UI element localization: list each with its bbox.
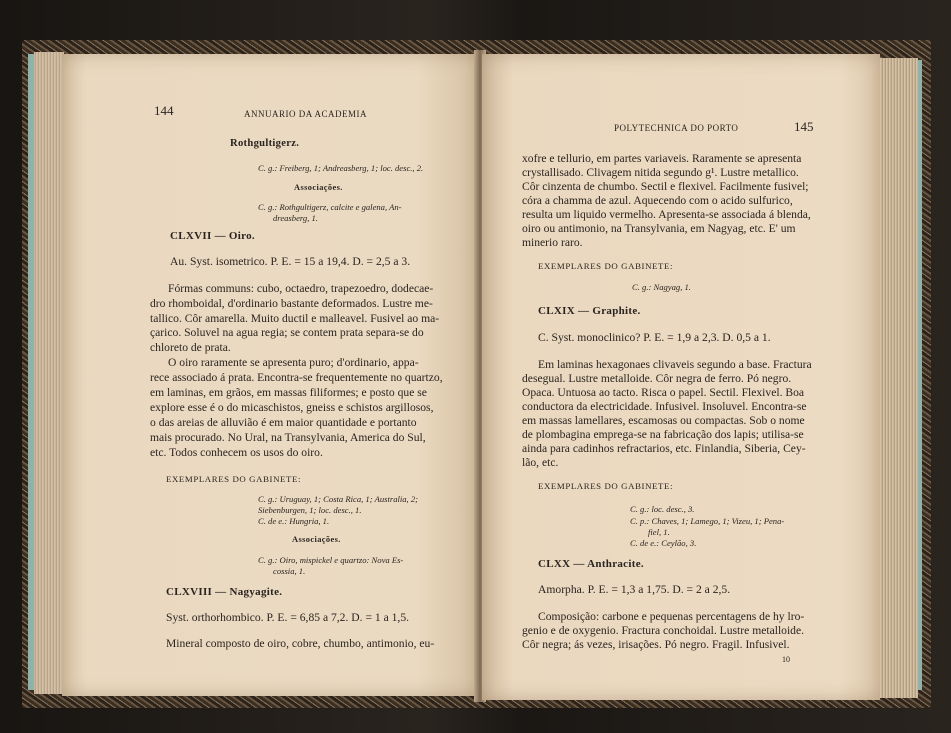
page-number: 144 (154, 103, 174, 118)
text-line: resulta um liquido vermelho. Apresenta-se associada á blenda, (522, 208, 811, 221)
specimen-line: C. g.: loc. desc., 3. (630, 504, 695, 514)
text-line: Amorpha. P. E. = 1,3 a 1,75. D. = 2 a 2,5. (538, 583, 731, 596)
running-head: POLYTECHNICA DO PORTO (614, 123, 739, 133)
text-line: em laminas, em grãos, em massas filiformes; e posto que se (150, 386, 427, 399)
text-line: chloreto de prata. (150, 341, 231, 354)
page-number: 145 (794, 119, 814, 134)
text-line: mais procurado. No Ural, na Transylvania, America do Sul, (150, 431, 426, 444)
text-line: Côr cinzenta de chumbo. Sectil e flexivel. Facilmente fusivel; (522, 180, 809, 193)
text-line: ainda para cadinhos refractarios, etc. Finlandia, Siberia, Cey- (522, 442, 806, 455)
specimens-heading: EXEMPLARES DO GABINETE: (538, 261, 673, 271)
text-line: genio e de oxygenio. Fractura conchoidal. Lustre metalloide. (522, 624, 805, 637)
text-line: crystallisado. Clivagem nitida segundo g¹. Lustre metallico. (522, 166, 799, 179)
text-line: minerio raro. (522, 236, 583, 249)
specimen-line: dreasberg, 1. (273, 213, 318, 223)
right-page-stack (878, 58, 918, 698)
text-line: conductora da electricidade. Infusivel. Insoluvel. Encontra-se (522, 400, 807, 413)
text-line: explore esse é o do micaschistos, gneiss e schistos argillosos, (150, 401, 434, 414)
specimen-line: C. g.: Freiberg, 1; Andreasberg, 1; loc. desc., 2. (258, 163, 424, 173)
specimens-heading: EXEMPLARES DO GABINETE: (538, 481, 673, 491)
text-line: rece associado á prata. Encontra-se frequentemente no quartzo, (150, 371, 443, 384)
subheading: Associações. (294, 183, 343, 192)
text-line: C. Syst. monoclinico? P. E. = 1,9 a 2,3. D. 0,5 a 1. (538, 331, 771, 344)
specimen-line: C. de e.: Ceylão, 3. (630, 538, 697, 548)
left-page-stack (34, 52, 64, 694)
specimen-line: C. g.: Rothgultigerz, calcite e galena, An- (258, 202, 402, 212)
text-line: Au. Syst. isometrico. P. E. = 15 a 19,4. D. = 2,5 a 3. (170, 255, 411, 268)
text-line: Syst. orthorhombico. P. E. = 6,85 a 7,2. D. = 1 a 1,5. (166, 611, 410, 624)
mineral-name: Rothgultigerz. (230, 138, 300, 149)
right-page (482, 54, 880, 700)
text-line: desegual. Lustre metalloide. Côr negra de ferro. Pó negro. (522, 372, 792, 385)
section-heading: CLXVIII — Nagyagite. (166, 586, 283, 598)
subheading: Associações. (292, 535, 341, 544)
text-line: O oiro raramente se apresenta puro; d'ordinario, appa- (168, 356, 419, 369)
text-line: Composição: carbone e pequenas percentagens de hy lro- (538, 610, 805, 623)
specimen-line: C. g.: Nagyag, 1. (632, 282, 691, 292)
text-line: Côr negra; ás vezes, irisações. Pó negro. Fragil. Infusivel. (522, 638, 790, 651)
specimen-line: Siebenburgen, 1; loc. desc., 1. (258, 505, 362, 515)
text-line: em massas lamellares, escamosas ou compactas. Sob o nome (522, 414, 805, 427)
section-heading: CLXX — Anthracite. (538, 558, 644, 570)
running-head: ANNUARIO DA ACADEMIA (244, 109, 368, 119)
text-line: dro rhomboidal, d'ordinario bastante deformados. Lustre me- (150, 297, 433, 310)
specimens-heading: EXEMPLARES DO GABINETE: (166, 474, 301, 484)
specimen-line: fiel, 1. (648, 527, 670, 537)
text-line: de plombagina emprega-se na fabricação dos lapis; utilisa-se (522, 428, 804, 441)
text-line: Em laminas hexagonaes clivaveis segundo a base. Fractura (538, 358, 812, 371)
text-line: xofre e tellurio, em partes variaveis. Raramente se apresenta (522, 152, 802, 165)
text-line: etc. Todos conhecem os usos do oiro. (150, 446, 323, 459)
specimen-line: C. p.: Chaves, 1; Lamego, 1; Vizeu, 1; Pena- (630, 516, 785, 526)
specimen-line: C. de e.: Hungria, 1. (258, 516, 330, 526)
text-line: çarico. Soluvel na agua regia; se contem prata separa-se do (150, 326, 424, 339)
specimen-line: C. g.: Uruguay, 1; Costa Rica, 1; Australia, 2; (258, 494, 419, 504)
text-line: tallico. Côr amarella. Muito ductil e malleavel. Fusivel ao ma- (150, 312, 440, 325)
text-line: Fórmas communs: cubo, octaedro, trapezoedro, dodecae- (168, 282, 434, 295)
section-heading: CLXVII — Oiro. (170, 230, 255, 242)
specimen-line: C. g.: Oiro, mispickel e quartzo: Nova Es- (258, 555, 404, 565)
text-line: lão, etc. (522, 456, 559, 469)
text-line: córa a chamma de azul. Aquecendo com o acido sulfurico, (522, 194, 793, 207)
signature-mark: 10 (782, 655, 790, 664)
specimen-line: cossia, 1. (273, 566, 306, 576)
left-page (62, 54, 478, 696)
text-line: Opaca. Untuosa ao tacto. Risca o papel. Sectil. Flexivel. Boa (522, 386, 805, 399)
text-line: o das areias de alluvião é em maior quantidade e portanto (150, 416, 417, 429)
text-line: oiro ou antimonio, na Transylvania, em Nagyag, etc. E' um (522, 222, 796, 235)
section-heading: CLXIX — Graphite. (538, 305, 641, 317)
text-line: Mineral composto de oiro, cobre, chumbo, antimonio, eu- (166, 637, 435, 650)
